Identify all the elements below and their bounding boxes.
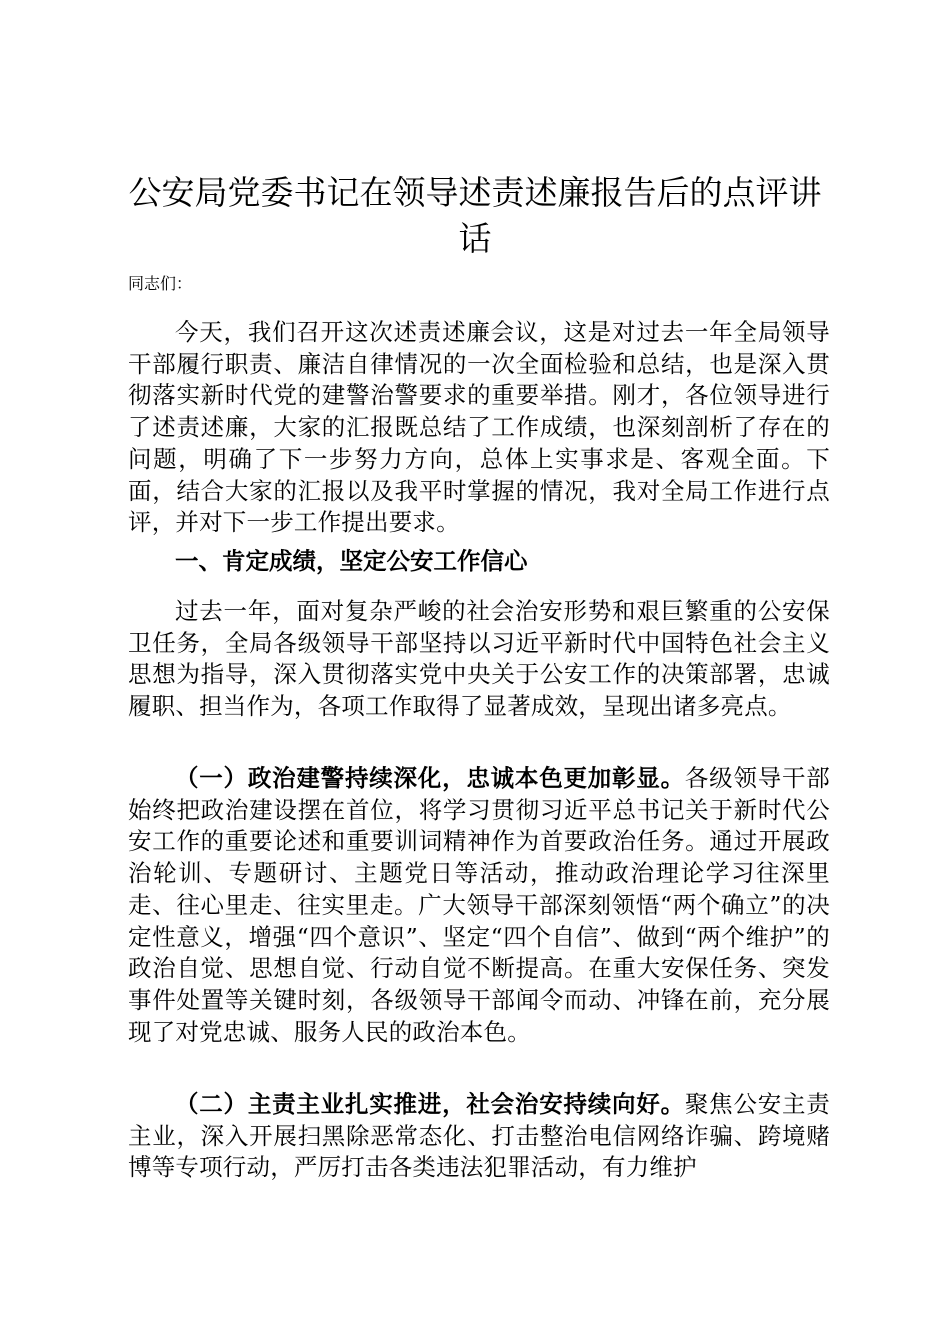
item-2-lead: （二）主责主业扎实推进，社会治安持续向好。 [175, 1090, 685, 1118]
item-1-lead: （一）政治建警持续深化，忠诚本色更加彰显。 [175, 764, 685, 792]
item-2-body: 聚焦公安主责主业，深入开展扫黑除恶常态化、打击整治电信网络诈骗、跨境赌博等专项行动，严厉打击各类违法犯罪活动，有力维护 [128, 1090, 830, 1182]
intro-paragraph: 今天，我们召开这次述责述廉会议，这是对过去一年全局领导干部履行职责、廉洁自律情况的一次全面检验和总结，也是深入贯彻落实新时代党的建警治警要求的重要举措。刚才，各位领导进行了述责述廉，大家的汇报既总结了工作成绩，也深刻剖析了存在的问题，明确了下一步努力方向，总体上实事求是、客观全面。下面，结合大家的汇报以及我平时掌握的情况，我对全局工作进行点评，并对下一步工作提出要求。 [128, 318, 830, 537]
salutation: 同志们： [128, 274, 193, 293]
document-title: 公安局党委书记在领导述责述廉报告后的点评讲话 [128, 173, 822, 258]
section-heading-1: 一、肯定成绩，坚定公安工作信心 [175, 547, 528, 575]
item-1-paragraph [128, 763, 830, 1048]
section-1-paragraph: 过去一年，面对复杂严峻的社会治安形势和艰巨繁重的公安保卫任务，全局各级领导干部坚持以习近平新时代中国特色社会主义思想为指导，深入贯彻落实党中央关于公安工作的决策部署，忠诚履职、担当作为，各项工作取得了显著成效，呈现出诸多亮点。 [128, 597, 830, 721]
item-2-paragraph [128, 1089, 830, 1184]
item-1-body: 各级领导干部始终把政治建设摆在首位，将学习贯彻习近平总书记关于新时代公安工作的重要论述和重要训词精神作为首要政治任务。通过开展政治轮训、专题研讨、主题党日等活动，推动政治理论学习往深里走、往心里走、往实里走。广大领导干部深刻领悟“两个确立”的决定性意义，增强“四个意识”、坚定“四个自信”、做到“两个维护”的政治自觉、思想自觉、行动自觉不断提高。在重大安保任务、突发事件处置等关键时刻，各级领导干部闻令而动、冲锋在前，充分展现了对党忠诚、服务人民的政治本色。 [128, 764, 830, 1046]
